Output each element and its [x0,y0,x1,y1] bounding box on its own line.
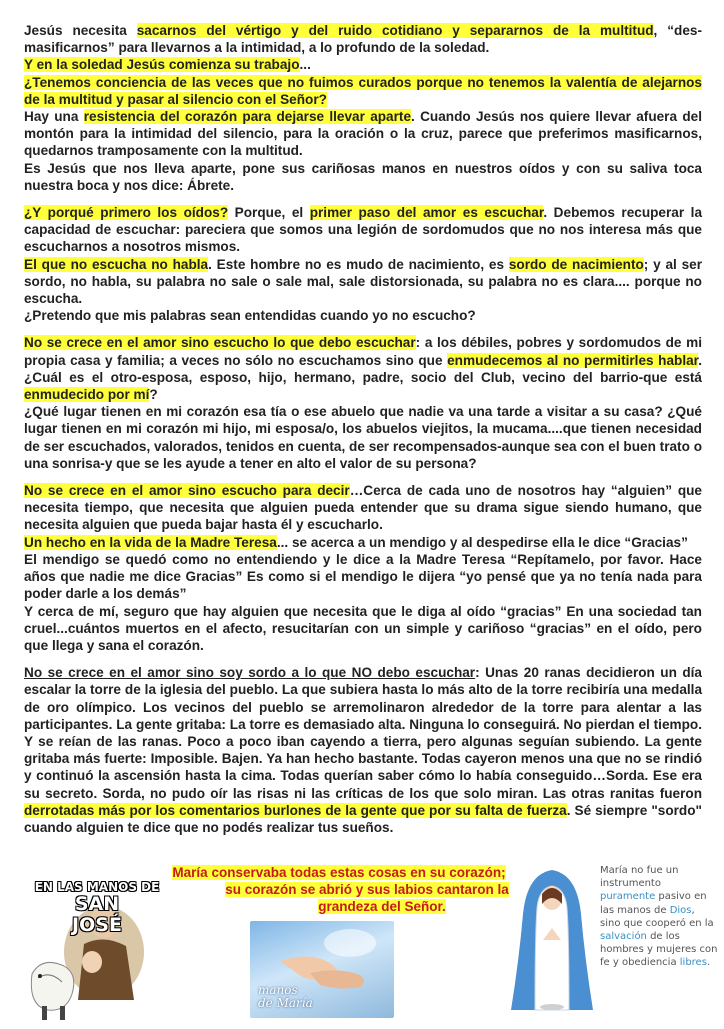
mary-quote-text: María no fue un instrumento puramente pasivo en las manos de Dios, sino que cooperó en la salvación de los hombres y mujeres con fe y obediencia libres. [600,865,718,969]
hands-caption: manos de María [258,983,313,1010]
highlight: sordo de nacimiento [508,256,644,272]
highlight: El que no escucha no habla [24,256,209,272]
underlined-heading: No se crece en el amor sino soy sordo a lo que NO debo escuchar [24,665,476,681]
footer [0,864,724,1024]
paragraph-2: Y en la soledad Jesús comienza su trabajo... [24,57,311,73]
paragraph-11: No se crece en el amor sino escucho para decir…Cerca de cada uno de nosotros hay “alguien” que necesita tiempo, que necesita que alguien pueda entender que su drama sigue siendo humano, que necesita alguien que pueda bajar hasta él y escucharlo. [24,483,702,533]
paragraph-4: Hay una resistencia del corazón para dejarse llevar aparte. Cuando Jesús nos quiere llevar afuera del montón para la intimidad del silencio, para la oración o la cruz, parece que preferimos masificarnos, quedarnos tramposamente con la multitud. [24,109,702,159]
hands-of-mary-image [250,921,394,1018]
highlight: primer paso del amor es escuchar [309,205,544,221]
paragraph-1: Jesús necesita sacarnos del vértigo y del ruido cotidiano y separarnos de la multitud, “des-masificarnos” para llevarnos a la intimidad, a lo profundo de la soledad. [24,23,702,56]
highlight: ¿Tenemos conciencia de las veces que no fuimos curados porque no tenemos la valentía de alejarnos de la multitud y pasar al silencio con el Señor? [24,74,702,107]
paragraph-12: Un hecho en la vida de la Madre Teresa... se acerca a un mendigo y al despedirse ella le dice “Gracias” [24,534,688,550]
mary-quote-card [505,864,720,1014]
paragraph-14: Y cerca de mí, seguro que hay alguien que necesita que le diga al oído “gracias” En una sociedad tan cruel...cuántos muertos en el afecto, resucitarían con un simple y cariñoso “gracias” en el oído, pero que llega y sana el corazón. [24,603,702,653]
highlight: ¿Y porqué primero los oídos? [24,205,229,221]
paragraph-5: Es Jesús que nos lleva aparte, pone sus cariñosas manos en nuestros oídos y con su saliva toca nuestra boca y nos dice: Ábrete. [24,160,702,193]
highlight: No se crece en el amor sino escucho para decir [24,483,350,499]
paragraph-13: El mendigo se quedó como no entendiendo y le dice a la Madre Teresa “Repítamelo, por favor. Hace años que nadie me dice Gracias” Es como si el mendigo le dijera “yo pensé que ya no tenía nada para poder darle a los demás” [24,551,702,602]
highlight: enmudecemos al no permitirles hablar [447,352,699,368]
highlight: derrotadas más por los comentarios burlones de la gente que por su falta de fuerza [24,802,567,818]
saint-joseph-title: EN LAS MANOS DE SAN JOSÉ [34,880,160,936]
highlight: resistencia del corazón para dejarse llevar aparte [83,109,411,125]
highlight: No se crece en el amor sino escucho lo que debo escuchar [24,335,416,351]
paragraph-15: No se crece en el amor sino soy sordo a lo que NO debo escuchar: Unas 20 ranas decidieron un día escalar la torre de la iglesia del pueblo. La que subiera hasta lo más alto de la torre recibiría una medalla de oro olímpico. Los vecinos del pueblo se arremolinaron alrededor de la torre para alentar a las participantes. La gente gritaba: La torre es demasiado alta. Ninguna lo conseguirá. No pierdan el tiempo. Y se reían de las ranas. Poco a poco iban cayendo a tierra, pero algunas seguían subiendo. La gente gritaba más fuerte: Imposible. Bajen. Ya han hecho bastante. Todas cayeron menos una que no se rindió y continuó la ascensión hasta la cima. Todas querían saber cómo lo había conseguido…Sorda. Ese era su secreto. Sorda, no pudo oír las risas ni las críticas de los que solo miran. Las otras ranitas fueron derrotadas más por los comentarios burlones de la gente que por su falta de fuerza. Sé siempre "sordo" cuando alguien te dice que no podés realizar tus sueños. [24,665,702,835]
highlight: sacarnos del vértigo y del ruido cotidiano y separarnos de la multitud [136,23,654,38]
highlight: Y en la soledad Jesús comienza su trabajo [24,57,300,73]
mary-caption: María conservaba todas estas cosas en su corazón; su corazón se abrió y sus labios cantaron la grandeza del Señor. [172,865,509,914]
paragraph-6: ¿Y porqué primero los oídos? Porque, el primer paso del amor es escuchar. Debemos recuperar la capacidad de escuchar: pareciera que somos una legión de sordomudos que no nos interesa más que escucharnos a nosotros mismos. [24,205,703,255]
paragraph-3 [24,74,702,108]
virgin-mary-illustration [505,864,600,1014]
highlight: Un hecho en la vida de la Madre Teresa [24,534,277,550]
paragraph-8: ¿Pretendo que mis palabras sean entendidas cuando yo no escucho? [24,308,476,324]
paragraph-7: El que no escucha no habla. Este hombre no es mudo de nacimiento, es sordo de nacimiento; y al ser sordo, no habla, su palabra no sale o sale mal, sale distorsionada, su palabra no es clara.... porque no escucha. [24,256,703,307]
saint-joseph-image [12,874,162,1024]
highlight: enmudecido por mí [24,387,150,403]
paragraph-10: ¿Qué lugar tienen en mi corazón esa tía o ese abuelo que nadie va una tarde a visitar a su casa? ¿Qué lugar tienen en mi corazón mi hijo, mi esposa/o, los abuelos viejitos, la mucama....que tienen necesidad de ser escuchados, valorados, tenidos en cuenta, de ser recompensados-aunque sea con el buen trato o una sonrisa-y que se les ayude a tener en alto el valor de su persona? [24,404,702,471]
document-body [24,22,702,836]
paragraph-9: No se crece en el amor sino escucho lo que debo escuchar: a los débiles, pobres y sordomudos de mi propia casa y familia; a veces no sólo no escuchamos sino que enmudecemos al no permitirles hablar. ¿Cuál es el otro-esposa, esposo, hijo, hermano, padre, socio del Club, vecino del barrio-que está enmudecido por mí? [24,335,702,403]
